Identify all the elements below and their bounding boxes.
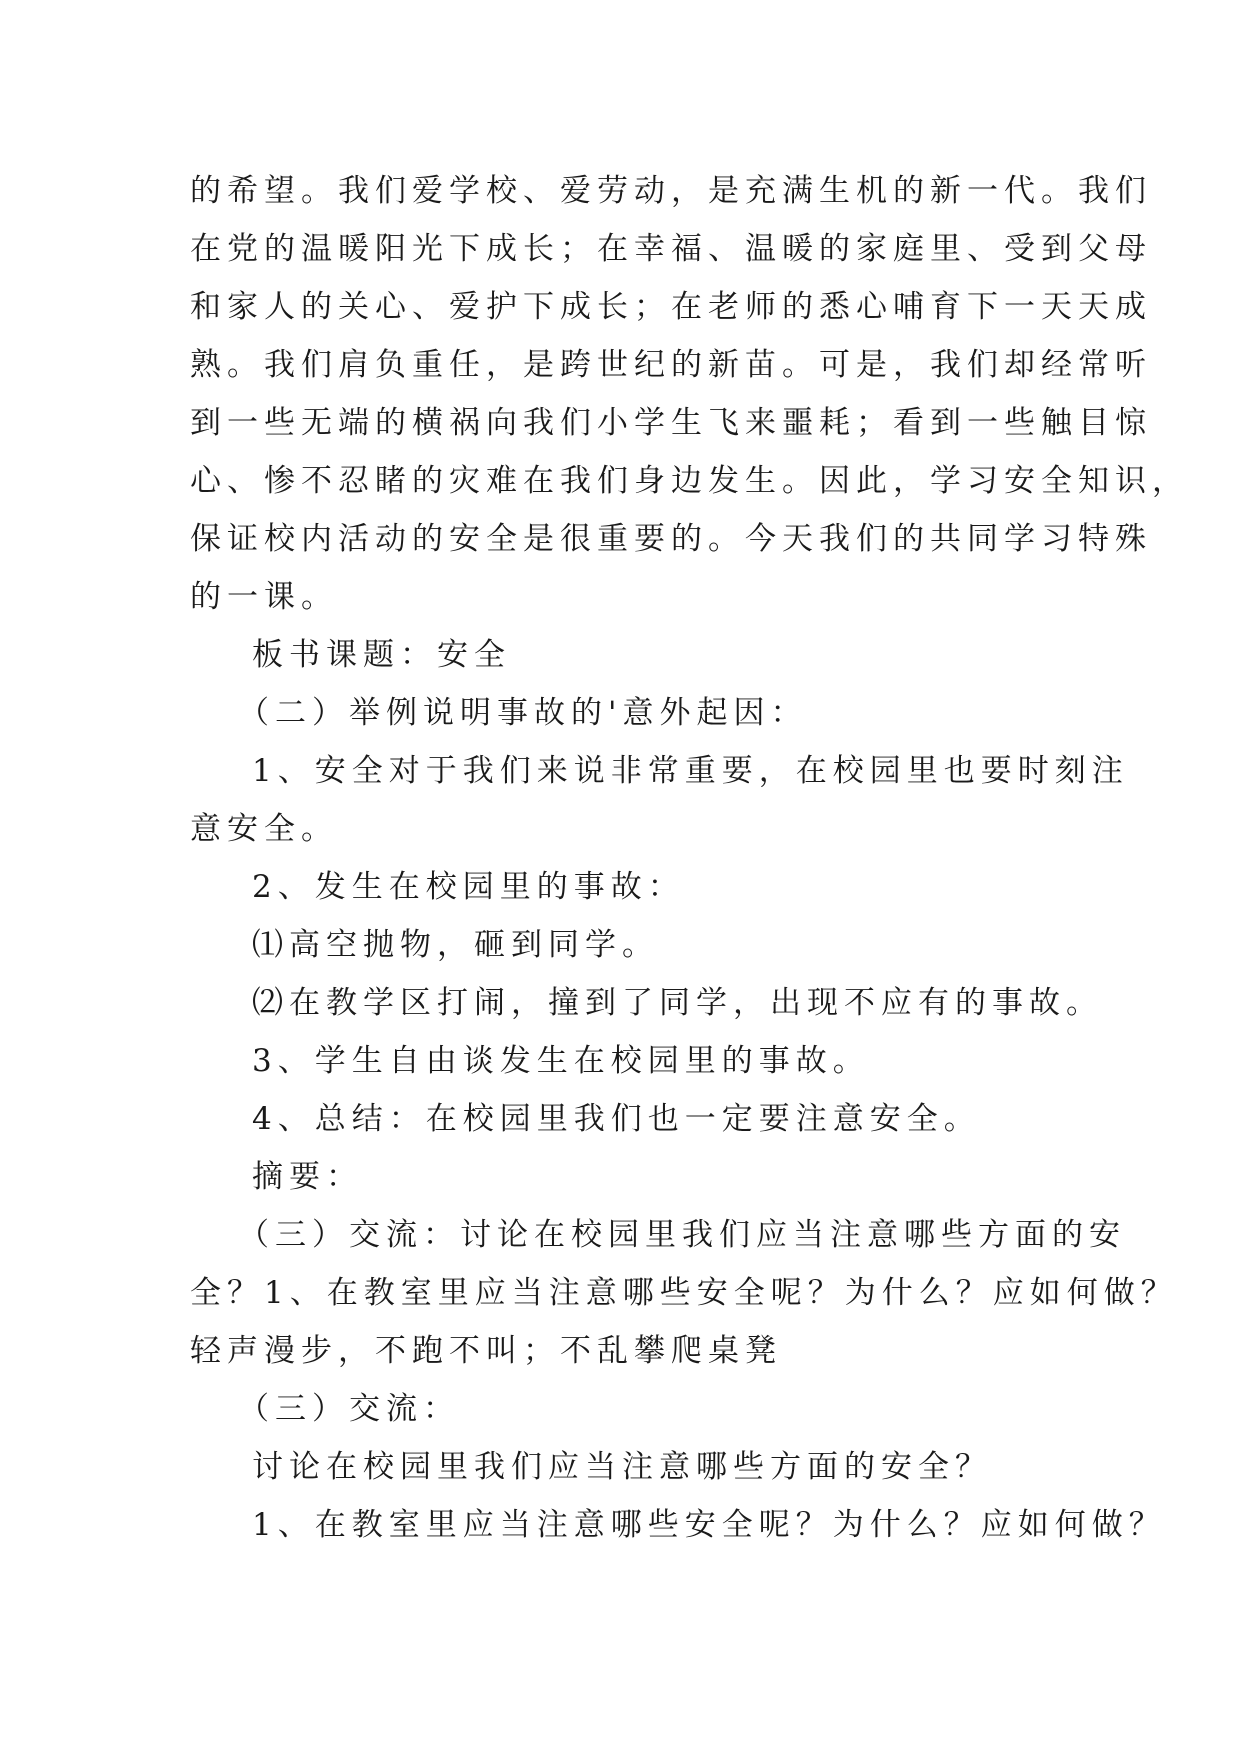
list-item: 1、安全对于我们来说非常重要，在校园里也要时刻注	[252, 753, 1129, 789]
paragraph-line: 和家人的关心、爱护下成长；在老师的悉心哺育下一天天成	[190, 289, 1152, 325]
list-item: 3、学生自由谈发生在校园里的事故。	[252, 1043, 870, 1079]
section-heading: （三）交流：讨论在校园里我们应当注意哪些方面的安	[238, 1217, 1126, 1253]
blackboard-title-line: 板书课题：安全	[252, 637, 511, 673]
sub-list-item: ⑵在教学区打闹，撞到了同学，出现不应有的事故。	[252, 985, 1103, 1021]
section-heading: （三）交流：	[238, 1391, 460, 1427]
paragraph-line: 熟。我们肩负重任，是跨世纪的新苗。可是，我们却经常听	[190, 347, 1152, 383]
paragraph-line: 的一课。	[190, 579, 338, 615]
paragraph-line: 的希望。我们爱学校、爱劳动，是充满生机的新一代。我们	[190, 173, 1152, 209]
list-item-continuation: 意安全。	[190, 811, 338, 847]
paragraph-line: 全？1、在教室里应当注意哪些安全呢？为什么？应如何做？	[190, 1275, 1178, 1311]
paragraph-line: 轻声漫步，不跑不叫；不乱攀爬桌凳	[190, 1333, 782, 1369]
paragraph-line: 在党的温暖阳光下成长；在幸福、温暖的家庭里、受到父母	[190, 231, 1152, 267]
list-item: 2、发生在校园里的事故：	[252, 869, 685, 905]
paragraph-line: 讨论在校园里我们应当注意哪些方面的安全？	[252, 1449, 992, 1485]
summary-label: 摘要：	[252, 1159, 363, 1195]
section-heading: （二）举例说明事故的'意外起因：	[238, 695, 808, 731]
list-item: 4、总结：在校园里我们也一定要注意安全。	[252, 1101, 981, 1137]
list-item: 1、在教室里应当注意哪些安全呢？为什么？应如何做？	[252, 1507, 1166, 1543]
document-page	[190, 162, 1189, 1554]
paragraph-line: 保证校内活动的安全是很重要的。今天我们的共同学习特殊	[190, 521, 1152, 557]
sub-list-item: ⑴高空抛物，砸到同学。	[252, 927, 659, 963]
paragraph-line: 到一些无端的横祸向我们小学生飞来噩耗；看到一些触目惊	[190, 405, 1152, 441]
paragraph-line: 心、惨不忍睹的灾难在我们身边发生。因此，学习安全知识，	[190, 463, 1189, 499]
